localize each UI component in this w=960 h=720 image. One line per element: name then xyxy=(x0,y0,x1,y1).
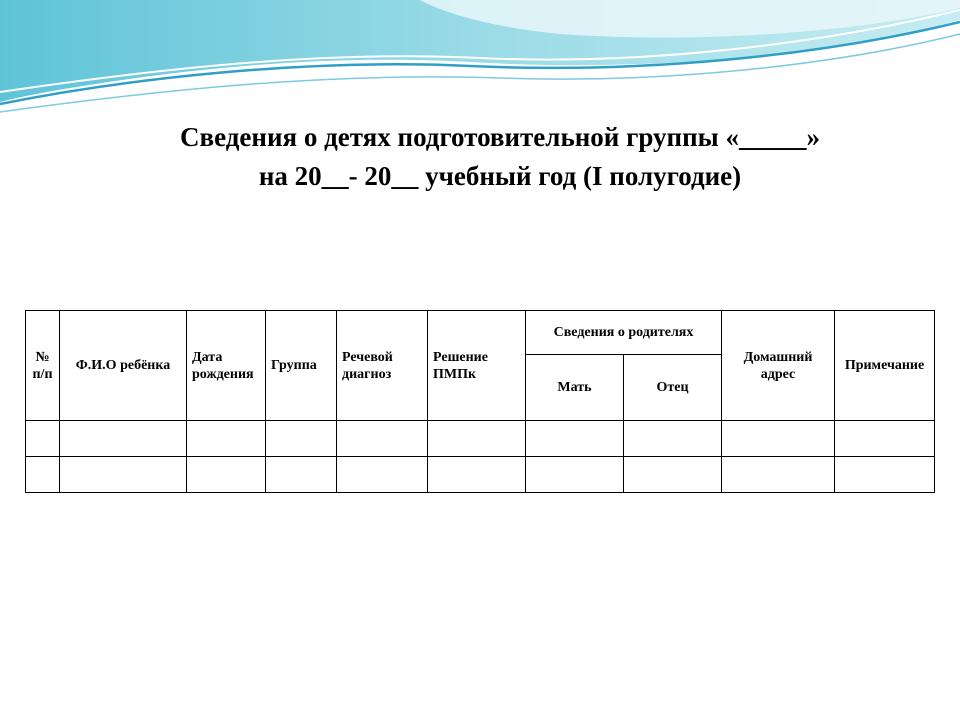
table-cell xyxy=(26,457,60,493)
page-title xyxy=(60,118,940,196)
header-mother: Мать xyxy=(526,355,624,421)
table-cell xyxy=(428,421,526,457)
table-cell xyxy=(60,457,187,493)
table-cell xyxy=(60,421,187,457)
header-home-address: Домашний адрес xyxy=(722,311,835,421)
header-fio: Ф.И.О ребёнка xyxy=(60,311,187,421)
table-cell xyxy=(526,421,624,457)
header-father: Отец xyxy=(624,355,722,421)
table-cell xyxy=(26,421,60,457)
table-cell xyxy=(266,457,337,493)
header-group: Группа xyxy=(266,311,337,421)
table-cell xyxy=(337,421,428,457)
table-header-row xyxy=(26,311,935,355)
children-info-table xyxy=(25,310,935,493)
header-notes: Примечание xyxy=(835,311,935,421)
decorative-wave-banner xyxy=(0,0,960,120)
table-row xyxy=(26,421,935,457)
table-cell xyxy=(835,457,935,493)
table-cell xyxy=(187,457,266,493)
header-num: № п/п xyxy=(26,311,60,421)
table-cell xyxy=(722,421,835,457)
table-cell xyxy=(428,457,526,493)
header-parents: Сведения о родителях xyxy=(526,311,722,355)
table-cell xyxy=(835,421,935,457)
table-body xyxy=(26,421,935,493)
table-cell xyxy=(624,457,722,493)
header-birth-date: Дата рождения xyxy=(187,311,266,421)
table-cell xyxy=(187,421,266,457)
table-cell xyxy=(337,457,428,493)
table-row xyxy=(26,457,935,493)
table-cell xyxy=(722,457,835,493)
table-cell xyxy=(526,457,624,493)
table-cell xyxy=(266,421,337,457)
table-cell xyxy=(624,421,722,457)
title-line-2: на 20__- 20__ учебный год (I полугодие) xyxy=(258,161,742,191)
title-line-1: Сведения о детях подготовительной группы «_____» xyxy=(180,122,820,152)
header-speech-diagnosis: Речевой диагноз xyxy=(337,311,428,421)
header-pmpk-decision: Решение ПМПк xyxy=(428,311,526,421)
